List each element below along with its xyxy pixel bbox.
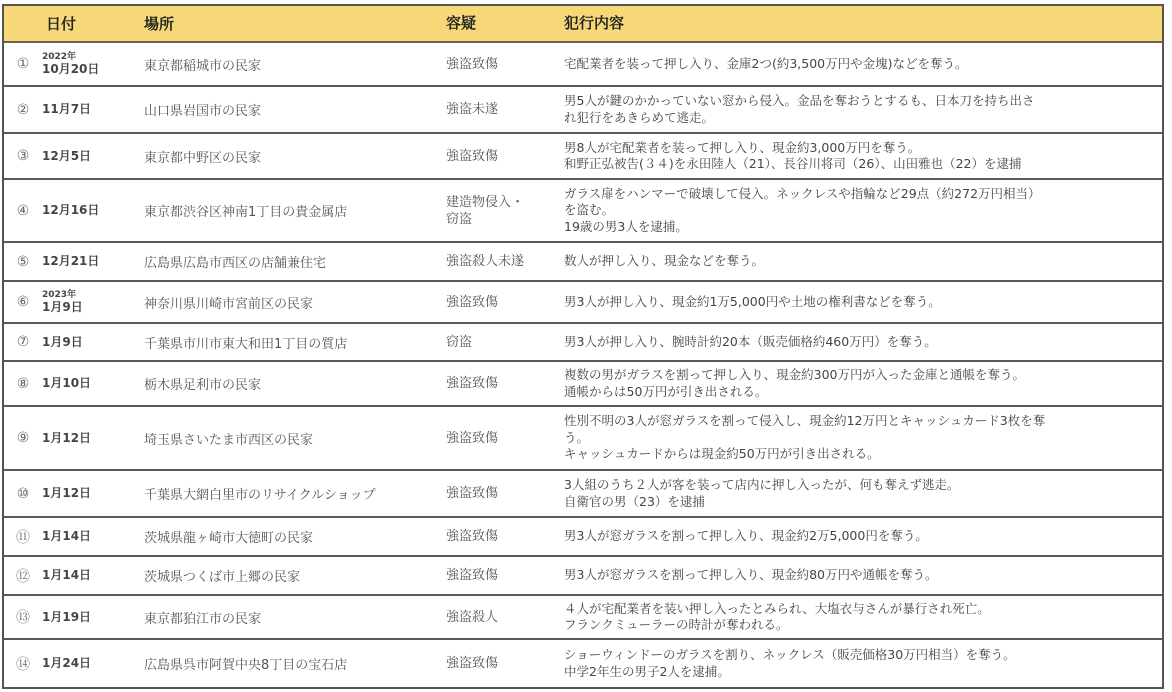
row-day: 1月9日	[42, 334, 83, 349]
desc-line: 男8人が宅配業者を装って押し入り、現金約3,000万円を奪う。	[564, 139, 921, 155]
table-row	[4, 471, 1162, 518]
row-charge: 強盗致傷	[446, 56, 499, 72]
table-row	[4, 134, 1162, 180]
row-date	[42, 52, 144, 77]
table-row	[4, 87, 1162, 134]
row-day: 1月19日	[42, 609, 92, 624]
table-row	[4, 362, 1162, 407]
row-charge: 強盗致傷	[446, 656, 499, 671]
row-description	[564, 186, 1162, 236]
row-description	[564, 413, 1162, 463]
table-row	[4, 180, 1162, 243]
desc-line: 男3人が押し入り、現金約1万5,000円や土地の権利書などを奪う。	[564, 293, 941, 309]
row-place: 東京都稲城市の民家	[144, 58, 262, 74]
table-row	[4, 518, 1162, 557]
row-number: ⑨	[16, 430, 30, 446]
row-date	[42, 610, 144, 625]
row-date	[42, 102, 144, 117]
row-description	[564, 253, 1162, 270]
row-description	[564, 56, 1162, 73]
table-row	[4, 282, 1162, 324]
table-row	[4, 640, 1162, 687]
desc-line: 数人が押し入り、現金などを奪う。	[564, 253, 765, 269]
row-day: 12月5日	[42, 148, 92, 163]
row-day: 1月10日	[42, 376, 92, 390]
header-date: 日付	[46, 15, 77, 33]
row-year: 2023年	[42, 289, 77, 300]
row-number: ①	[16, 56, 30, 72]
row-description	[564, 477, 1162, 510]
table-row	[4, 324, 1162, 362]
header-desc: 犯行内容	[564, 14, 625, 33]
row-number: ⑥	[16, 294, 30, 310]
table-row	[4, 407, 1162, 471]
desc-line: 男3人が窓ガラスを割って押し入り、現金約80万円や通帳を奪う。	[564, 567, 938, 583]
row-charge: 強盗殺人未遂	[446, 254, 525, 269]
row-description	[564, 567, 1162, 584]
desc-line: 男3人が押し入り、腕時計約20本（販売価格約460万円）を奪う。	[564, 333, 937, 349]
desc-line: を盗む。	[564, 202, 615, 218]
row-charge: 建造物侵入・窃盗	[446, 194, 525, 227]
row-charge: 強盗致傷	[446, 529, 499, 544]
row-place: 山口県岩国市の民家	[144, 104, 262, 119]
row-day: 1月14日	[42, 529, 92, 543]
row-number: ⑭	[16, 656, 30, 673]
row-year: 2022年	[42, 51, 77, 62]
row-number: ⑤	[16, 253, 30, 270]
row-date	[42, 254, 144, 269]
row-number: ⑧	[16, 375, 30, 392]
row-place: 千葉県大網白里市のリサイクルショップ	[144, 488, 376, 503]
row-place: 茨城県龍ヶ崎市大徳町の民家	[144, 531, 314, 546]
row-place: 千葉県市川市東大和田1丁目の質店	[144, 336, 348, 352]
header-charge: 容疑	[446, 14, 477, 32]
row-place: 栃木県足利市の民家	[144, 378, 262, 393]
desc-line: 男5人が鍵のかかっていない窓から侵入。金品を奪おうとするも、日本刀を持ち出さ	[564, 93, 1035, 108]
desc-line: 宅配業者を装って押し入り、金庫2つ(約3,500万円や金塊)などを奪う。	[564, 55, 968, 71]
row-date	[42, 568, 144, 583]
row-place: 埼玉県さいたま市西区の民家	[144, 432, 314, 448]
row-charge: 強盗致傷	[446, 376, 499, 391]
row-description	[564, 334, 1162, 351]
row-day: 1月12日	[42, 486, 92, 500]
row-charge: 強盗致傷	[446, 430, 499, 446]
row-date	[42, 376, 144, 391]
row-charge: 強盗致傷	[446, 568, 499, 583]
row-charge: 強盗致傷	[446, 294, 499, 310]
row-day: 12月16日	[42, 203, 100, 217]
desc-line: 19歳の男3人を逮捕。	[564, 218, 688, 234]
row-day: 1月9日	[42, 299, 83, 314]
row-date	[42, 529, 144, 544]
desc-line: ガラス扉をハンマーで破壊して侵入。ネックレスや指輪など29点（約272万円相当）	[564, 185, 1041, 201]
row-number: ⑪	[16, 529, 30, 546]
row-day: 1月14日	[42, 568, 92, 582]
table-row	[4, 596, 1162, 640]
row-charge: 強盗致傷	[446, 486, 499, 501]
desc-line: 複数の男がガラスを割って押し入り、現金約300万円が入った金庫と通帳を奪う。	[564, 367, 1025, 382]
row-charge: 強盗未遂	[446, 102, 499, 117]
row-number: ②	[16, 101, 30, 118]
row-place: 茨城県つくば市上郷の民家	[144, 570, 301, 585]
row-number: ⑫	[16, 568, 30, 585]
row-day: 12月21日	[42, 254, 100, 268]
table-row	[4, 43, 1162, 87]
row-date	[42, 486, 144, 501]
desc-line: 中学2年生の男子2人を逮捕。	[564, 663, 730, 679]
desc-line: 3人組のうち２人が客を装って店内に押し入ったが、何も奪えず逃走。	[564, 477, 960, 492]
desc-line: ショーウィンドーのガラスを割り、ネックレス（販売価格30万円相当）を奪う。	[564, 647, 1016, 662]
row-charge: 強盗致傷	[446, 148, 499, 164]
crime-table	[2, 4, 1164, 689]
row-date	[42, 149, 144, 164]
row-day: 1月12日	[42, 430, 92, 445]
table-header	[4, 6, 1162, 43]
desc-line: 和野正弘被告(３４)を永田陸人（21）、長谷川将司（26）、山田雅也（22）を逮捕	[564, 156, 1022, 171]
desc-line: フランクミューラーの時計が奪われる。	[564, 617, 789, 632]
row-description	[564, 294, 1162, 311]
row-place: 東京都狛江市の民家	[144, 611, 262, 627]
row-day: 1月24日	[42, 656, 92, 670]
desc-line: キャッシュカードからは現金約50万円が引き出される。	[564, 446, 880, 462]
row-description	[564, 647, 1162, 680]
row-date	[42, 335, 144, 350]
table-row	[4, 243, 1162, 282]
row-description	[564, 140, 1162, 173]
desc-line: 男3人が窓ガラスを割って押し入り、現金約2万5,000円を奪う。	[564, 528, 928, 544]
row-date	[42, 431, 144, 446]
row-charge: 窃盗	[446, 334, 473, 350]
row-date	[42, 656, 144, 671]
row-place: 神奈川県川崎市宮前区の民家	[144, 296, 314, 312]
row-description	[564, 601, 1162, 634]
desc-line: れ犯行をあきらめて逃走。	[564, 109, 715, 125]
desc-line: ４人が宅配業者を装い押し入ったとみられ、大塩衣与さんが暴行され死亡。	[564, 600, 990, 616]
row-description	[564, 528, 1162, 545]
header-place: 場所	[144, 15, 175, 33]
row-place: 東京都渋谷区神南1丁目の貴金属店	[144, 205, 348, 220]
row-date	[42, 290, 144, 315]
row-description	[564, 367, 1162, 400]
row-place: 広島県広島市西区の店舗兼住宅	[144, 256, 327, 271]
desc-line: 通帳からは50万円が引き出される。	[564, 383, 768, 399]
row-number: ⑦	[16, 334, 30, 350]
row-day: 10月20日	[42, 61, 100, 76]
row-charge: 強盗殺人	[446, 609, 499, 625]
desc-line: う。	[564, 429, 590, 445]
desc-line: 自衛官の男（23）を逮捕	[564, 493, 705, 509]
desc-line: 性別不明の3人が窓ガラスを割って侵入し、現金約12万円とキャッシュカード3枚を奪	[564, 413, 1046, 429]
row-day: 11月7日	[42, 102, 92, 116]
row-place: 東京都中野区の民家	[144, 150, 262, 166]
table-row	[4, 557, 1162, 596]
row-number: ④	[16, 202, 30, 219]
row-number: ⑬	[16, 610, 30, 626]
row-number: ⑩	[16, 485, 30, 502]
row-description	[564, 93, 1162, 126]
table-body	[4, 43, 1162, 687]
row-number: ③	[16, 148, 30, 164]
row-place: 広島県呉市阿賀中央8丁目の宝石店	[144, 658, 348, 673]
row-date	[42, 203, 144, 218]
